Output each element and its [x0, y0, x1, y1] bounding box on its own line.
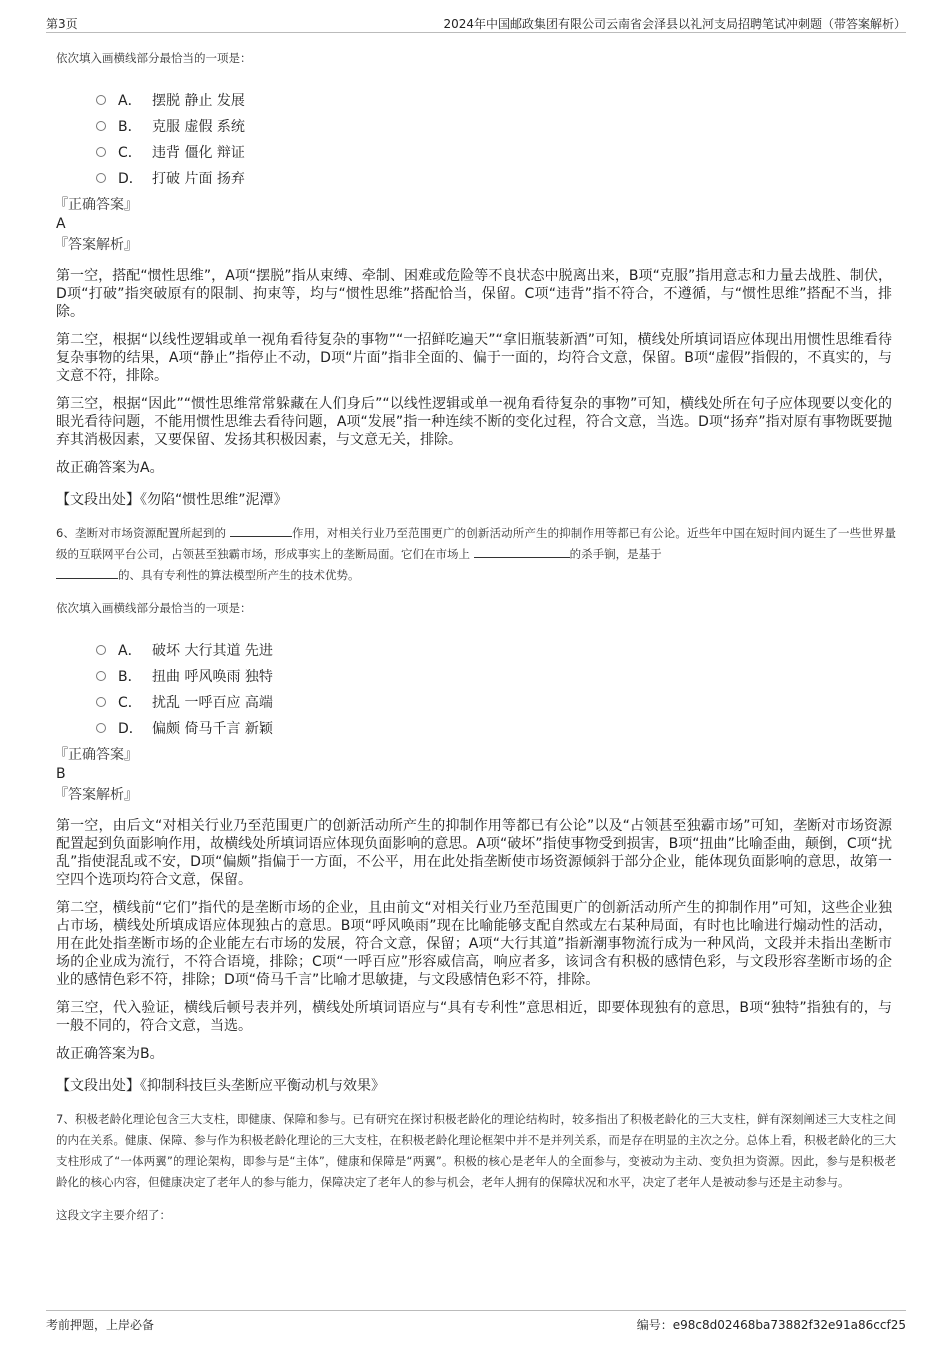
- q6-conclusion: 故正确答案为B。: [56, 1046, 164, 1062]
- q5-analysis-para: 第三空，根据“因此”“惯性思维常常躲藏在人们身后”“以线性逻辑或单一视角看待复杂的事物”可知，横线处所在句子应体现要以变化的眼光看待问题，不能用惯性思维去看待问题，A项“发展”指一种连续不断的变化过程，符合文意，当选。D项“扬弃”指对原有事物既要抛弃其消极因素，又要保留、发扬其积极因素，与文意无关，排除。: [56, 396, 892, 448]
- q7-question: 7、积极老龄化理论包含三大支柱，即健康、保障和参与。已有研究在探讨积极老龄化的理论结构时，较多指出了积极老龄化的三大支柱，鲜有深刻阐述三大支柱之间的内在关系。健康、保障、参与作为积极老龄化理论的三大支柱，在积极老龄化理论框架中并不是并列关系，而是存在明显的主次之分。总体上看，积极老龄化的三大支柱形成了“一体两翼”的理论架构，即参与是“主体”，健康和保障是“两翼”。积极的核心是老年人的全面参与，变被动为主动、变负担为资源。因此，参与是积极老龄化的核心内容，但健康决定了老年人的参与能力，保障决定了老年人的参与机会，老年人拥有的保障状况和水平，决定了老年人是被动参与还是主动参与。: [56, 1112, 896, 1189]
- q6-option-c[interactable]: C． 扰乱 一呼百应 高端: [96, 689, 906, 715]
- q6-analysis-label: 『答案解析』: [54, 787, 138, 803]
- q7-prompt: 这段文字主要介绍了：: [56, 1208, 171, 1222]
- q5-option-c[interactable]: C． 违背 僵化 辩证: [96, 139, 906, 165]
- q6-question: 6、垄断对市场资源配置所起到的 作用，对相关行业乃至范围更广的创新活动所产生的抑制作用等都已有公论。近些年中国在短时间内诞生了一些世界量级的互联网平台公司，占领甚至独霸市场，形成事实上的垄断局面。它们在市场上 的杀手锏，是基于 的、具有专利性的算法模型所产生的技术优势。: [56, 526, 896, 582]
- q6-answer-label: 『正确答案』: [54, 747, 138, 763]
- radio-icon[interactable]: [96, 645, 106, 655]
- blank-line: [230, 524, 292, 537]
- q6-source: 【文段出处】《抑制科技巨头垄断应平衡动机与效果》: [56, 1078, 385, 1094]
- q6-option-b[interactable]: B． 扭曲 呼风唤雨 独特: [96, 663, 906, 689]
- blank-line: [56, 566, 118, 579]
- radio-icon[interactable]: [96, 697, 106, 707]
- q5-option-d[interactable]: D． 打破 片面 扬弃: [96, 165, 906, 191]
- radio-icon[interactable]: [96, 121, 106, 131]
- document-id: 编号：e98c8d02468ba73882f32e91a86ccf25: [636, 1318, 906, 1332]
- q5-option-a[interactable]: A． 摆脱 静止 发展: [96, 87, 906, 113]
- radio-icon[interactable]: [96, 723, 106, 733]
- q5-answer: A: [56, 216, 66, 232]
- q5-options: [96, 87, 906, 191]
- q5-prompt: 依次填入画横线部分最恰当的一项是：: [56, 51, 252, 65]
- q6-option-d[interactable]: D． 偏颇 倚马千言 新颖: [96, 715, 906, 741]
- q5-analysis-para: 第一空，搭配“惯性思维”，A项“摆脱”指从束缚、牵制、困难或危险等不良状态中脱离出来，B项“克服”指用意志和力量去战胜、制伏，D项“打破”指突破原有的限制、拘束等，均与“惯性思维”搭配恰当，保留。C项“违背”指不符合，不遵循，与“惯性思维”搭配不当，排除。: [56, 268, 892, 320]
- q5-conclusion: 故正确答案为A。: [56, 460, 164, 476]
- q5-option-b[interactable]: B． 克服 虚假 系统: [96, 113, 906, 139]
- footer-slogan: 考前押题，上岸必备: [46, 1318, 155, 1332]
- blank-line: [474, 545, 570, 558]
- q6-options: [96, 637, 906, 741]
- q6-option-a[interactable]: A． 破坏 大行其道 先进: [96, 637, 906, 663]
- q6-analysis-para: 第二空，横线前“它们”指代的是垄断市场的企业，且由前文“对相关行业乃至范围更广的创新活动所产生的抑制作用”可知，这些企业独占市场，横线处所填成语应体现独占的意思。B项“呼风唤雨”现在比喻能够支配自然或左右某种局面，有时也比喻进行煽动性的活动，用在此处指垄断市场的企业能左右市场的发展，符合文意，保留；A项“大行其道”指新潮事物流行成为一种风尚，文段并未指出垄断市场的企业成为流行，不符合语境，排除；C项“一呼百应”形容威信高，响应者多，该词含有积极的感情色彩，与文段形容垄断市场的企业的感情色彩不符，排除；D项“倚马千言”比喻才思敏捷，与文段感情色彩不符，排除。: [56, 900, 892, 988]
- page-footer: [46, 1310, 906, 1333]
- q5-analysis-para: 第二空，根据“以线性逻辑或单一视角看待复杂的事物”“一招鲜吃遍天”“拿旧瓶装新酒”可知，横线处所填词语应体现出用惯性思维看待复杂事物的结果，A项“静止”指停止不动，D项“片面”指非全面的、偏于一面的，均符合文意，保留。B项“虚假”指假的，不真实的，与文意不符，排除。: [56, 332, 892, 384]
- q6-prompt: 依次填入画横线部分最恰当的一项是：: [56, 601, 252, 615]
- q6-analysis-para: 第三空，代入验证，横线后顿号表并列，横线处所填词语应与“具有专利性”意思相近，即要体现独有的意思，B项“独特”指独有的，与一般不同的，符合文意，当选。: [56, 1000, 892, 1034]
- q5-answer-label: 『正确答案』: [54, 197, 138, 213]
- page-content: [46, 44, 906, 1226]
- radio-icon[interactable]: [96, 173, 106, 183]
- radio-icon[interactable]: [96, 671, 106, 681]
- page-number: 第3页: [46, 17, 78, 31]
- radio-icon[interactable]: [96, 95, 106, 105]
- page-header: [46, 14, 906, 33]
- q6-analysis-para: 第一空，由后文“对相关行业乃至范围更广的创新活动所产生的抑制作用等都已有公论”以及“占领甚至独霸市场”可知，垄断对市场资源配置起到负面影响作用，故横线处所填词语应体现负面影响的意思。A项“破坏”指使事物受到损害，B项“扭曲”比喻歪曲，颠倒，C项“扰乱”指使混乱或不安，D项“偏颇”指偏于一方面，不公平，用在此处指垄断使市场资源倾斜于部分企业，能体现负面影响的意思，故第一空四个选项均符合文意，保留。: [56, 818, 892, 888]
- q6-answer: B: [56, 766, 66, 782]
- q5-analysis-label: 『答案解析』: [54, 237, 138, 253]
- radio-icon[interactable]: [96, 147, 106, 157]
- document-title: 2024年中国邮政集团有限公司云南省会泽县以礼河支局招聘笔试冲刺题（带答案解析）: [443, 17, 906, 31]
- q5-source: 【文段出处】《勿陷“惯性思维”泥潭》: [56, 492, 288, 508]
